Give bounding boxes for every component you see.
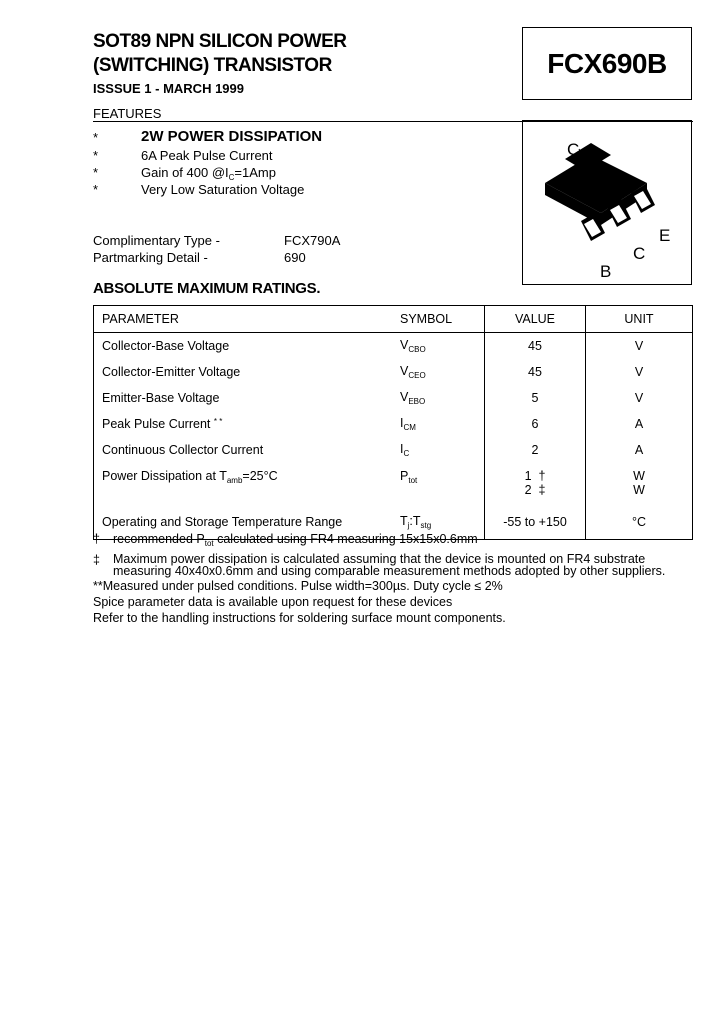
header-symbol: SYMBOL	[392, 306, 485, 333]
pin-label-c-top: C	[567, 140, 580, 159]
row-symbol: $I_C$	[400, 442, 410, 458]
table-row	[94, 411, 693, 437]
row-parameter: Operating and Storage Temperature Range	[102, 515, 343, 529]
package-drawing-box	[522, 120, 692, 285]
partmarking-label: Partmarking Detail -	[93, 250, 208, 265]
partmarking-row	[93, 250, 493, 266]
pin-label-c: C	[633, 244, 646, 263]
row-unit: °C	[586, 509, 693, 540]
row-value: -55 to +150	[485, 509, 586, 540]
row-parameter: Continuous Collector Current	[102, 443, 264, 457]
row-unit: A	[586, 411, 693, 437]
feature-item	[93, 130, 493, 148]
row-unit: W W	[586, 463, 693, 509]
row-parameter: Collector-Emitter Voltage	[102, 365, 241, 379]
row-symbol: $V_{CBO}$	[400, 338, 426, 354]
footnote-double-dagger	[93, 553, 693, 577]
sot89-package-drawing	[523, 121, 691, 284]
row-value: 45	[485, 333, 586, 360]
row-parameter: Power Dissipation at $T_{amb}=25^\circ C$	[102, 469, 278, 485]
issue-line: ISSSUE 1 - MARCH 1999	[93, 81, 244, 96]
title-line-2: (SWITCHING) TRANSISTOR	[93, 55, 332, 76]
partmarking-value: 690	[284, 250, 306, 265]
pin-label-b: B	[600, 262, 612, 281]
row-unit: V	[586, 333, 693, 360]
row-symbol: $V_{EBO}$	[400, 390, 426, 406]
row-parameter: Peak Pulse Current * *	[102, 417, 223, 431]
row-value: 1 † 2 ‡	[485, 463, 586, 509]
ratings-table	[93, 305, 693, 540]
header-value: VALUE	[485, 306, 586, 333]
footnote-symbol: ‡	[93, 553, 100, 567]
table-row	[94, 359, 693, 385]
footnote-pulsed: **Measured under pulsed conditions. Pulse width=300µs. Duty cycle ≤ 2%	[93, 579, 503, 593]
row-value: 45	[485, 359, 586, 385]
table-row	[94, 437, 693, 463]
row-parameter: Collector-Base Voltage	[102, 339, 230, 353]
feature-text: 2W POWER DISSIPATION	[141, 128, 323, 145]
row-value: 2	[485, 437, 586, 463]
header-parameter: PARAMETER	[94, 306, 393, 333]
row-value: 6	[485, 411, 586, 437]
ratings-heading: ABSOLUTE MAXIMUM RATINGS.	[93, 280, 321, 297]
feature-bullet: *	[93, 182, 99, 197]
part-number: FCX690B	[547, 47, 667, 79]
table-header-row	[94, 306, 693, 333]
part-number-box	[522, 27, 692, 100]
title-line-1: SOT89 NPN SILICON POWER	[93, 31, 347, 52]
feature-item	[93, 148, 493, 164]
row-unit: A	[586, 437, 693, 463]
complementary-type-row	[93, 233, 493, 249]
table-row	[94, 463, 693, 509]
feature-bullet: *	[93, 165, 99, 180]
features-label: FEATURES	[93, 106, 162, 121]
feature-text: Very Low Saturation Voltage	[141, 182, 305, 197]
row-symbol: $T_j:T_{stg}$	[400, 514, 432, 530]
complementary-label: Complimentary Type -	[93, 233, 220, 248]
footnote-text: recommended $P_{tot}$ calculated using FR4 measuring 15x15x0.6mm	[113, 532, 478, 548]
feature-bullet: *	[93, 130, 99, 145]
header-unit: UNIT	[586, 306, 693, 333]
row-symbol: $P_{tot}$	[400, 469, 418, 485]
feature-text: 6A Peak Pulse Current	[141, 148, 273, 163]
footnote-symbol: †	[93, 532, 100, 546]
table-row	[94, 333, 693, 360]
feature-item	[93, 165, 493, 181]
row-symbol: $I_{CM}$	[400, 416, 416, 432]
table-row	[94, 385, 693, 411]
footnote-dagger	[93, 532, 693, 551]
feature-text: Gain of 400 $@I_C=1Amp$	[141, 165, 276, 182]
feature-bullet: *	[93, 148, 99, 163]
row-unit: V	[586, 385, 693, 411]
footnote-text: Maximum power dissipation is calculated assuming that the device is mounted on FR4 substrate measuring 40x40x0.6mm and using comparable measurement methods adopted by other suppliers.	[113, 552, 666, 578]
row-parameter: Emitter-Base Voltage	[102, 391, 220, 405]
feature-item	[93, 182, 493, 198]
footnote-spice: Spice parameter data is available upon request for these devices	[93, 595, 453, 609]
document-title	[93, 30, 346, 78]
footnote-handling: Refer to the handling instructions for soldering surface mount components.	[93, 611, 506, 625]
footnotes	[93, 532, 693, 625]
row-symbol: $V_{CEO}$	[400, 364, 426, 380]
pin-label-e: E	[659, 226, 671, 245]
complementary-value: FCX790A	[284, 233, 341, 248]
row-value: 5	[485, 385, 586, 411]
row-unit: V	[586, 359, 693, 385]
